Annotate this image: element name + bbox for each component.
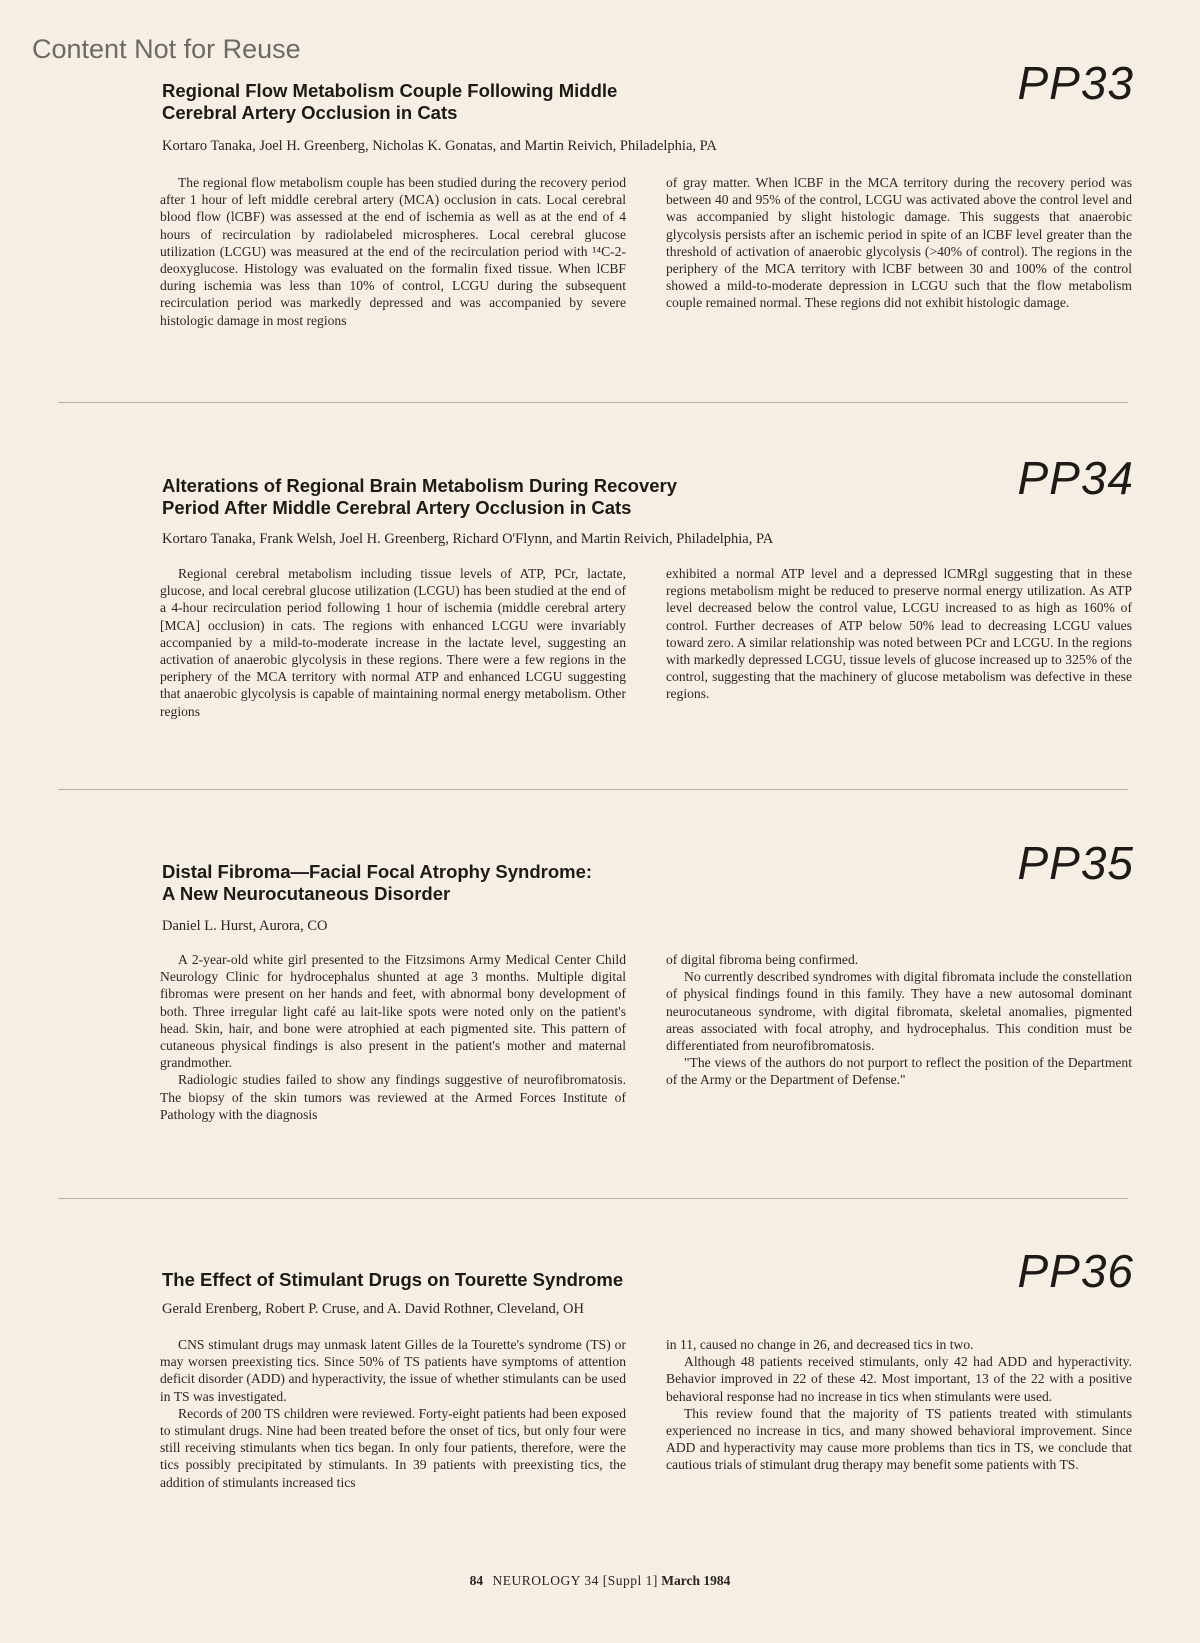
abstract-title (162, 1269, 942, 1291)
watermark: Content Not for Reuse (32, 34, 301, 64)
paragraph: This review found that the majority of TS patients treated with stimulants experienced no increase in tics, and many showed behavioral improvement. Since ADD and hyperactivity may cause more problems than tics in TS, we conclude that cautious trials of stimulant drug therapy may benefit some patients with TS. (666, 1405, 1132, 1473)
abstract-authors: Kortaro Tanaka, Joel H. Greenberg, Nicholas K. Gonatas, and Martin Reivich, Philadelphia, PA (162, 138, 717, 154)
abstract-body-right (666, 951, 1132, 1089)
paragraph: A 2-year-old white girl presented to the Fitzsimons Army Medical Center Child Neurology Clinic for hydrocephalus shunted at age 3 months. Multiple digital fibromas were present on her hands and feet, with abnormal bony development of both. Three irregular light café au lait-like spots were noted only on the patient's head. Skin, hair, and bone were atrophied at each pigmented site. This pattern of cutaneous physical findings is also present in the patient's mother and maternal grandmother. (160, 952, 626, 1071)
title-line: Cerebral Artery Occlusion in Cats (162, 102, 458, 123)
paragraph: of digital fibroma being confirmed. (666, 952, 859, 967)
journal-name: NEUROLOGY 34 [Suppl 1] (492, 1573, 658, 1588)
paragraph: exhibited a normal ATP level and a depressed lCMRgl suggesting that in these regions metabolism might be reduced to preserve normal energy utilization. As ATP level decreased below the control value, LCGU increased to as high as 160% of control. Further decreases of ATP below 50% lead to decreasing LCGU values toward zero. A similar relationship was noted between PCr and LCGU. In the regions with markedly depressed LCGU, tissue levels of glucose increased up to 325% of the control, suggesting that the machinery of glucose metabolism was defective in these regions. (666, 566, 1132, 702)
abstract-authors: Gerald Erenberg, Robert P. Cruse, and A. David Rothner, Cleveland, OH (162, 1301, 584, 1317)
section-divider (58, 402, 1128, 403)
section-divider (58, 789, 1128, 790)
abstract-code: PP34 (1017, 452, 1134, 504)
abstract-body-left (160, 1336, 626, 1491)
abstract-body-left (160, 565, 626, 720)
paragraph: Regional cerebral metabolism including tissue levels of ATP, PCr, lactate, glucose, and local cerebral glucose utilization (LCGU) has been studied at the end of a 4-hour recirculation period following 1 hour of ischemia (middle cerebral artery [MCA] occlusion) in cats. The regions with enhanced LCGU were invariably accompanied by a mild-to-moderate increase in the lactate level, suggesting an activation of anaerobic glycolysis in these regions. There were a few regions in the periphery of the MCA territory with normal ATP and enhanced LCGU suggesting that anaerobic glycolysis is capable of maintaining normal energy metabolism. Other regions (160, 566, 626, 719)
title-line: The Effect of Stimulant Drugs on Tourette Syndrome (162, 1269, 624, 1290)
issue-date: March 1984 (661, 1573, 731, 1588)
title-line: Period After Middle Cerebral Artery Occlusion in Cats (162, 497, 632, 518)
paragraph: Records of 200 TS children were reviewed. Forty-eight patients had been exposed to stimulant drugs. Nine had been treated before the onset of tics, but only four were still receiving stimulants when tics began. In only four patients, therefore, were the tics possibly precipitated by stimulants. In 39 patients with preexisting tics, the addition of stimulants increased tics (160, 1405, 626, 1490)
page-footer (0, 1573, 1200, 1589)
abstract-body-right (666, 565, 1132, 703)
paragraph: "The views of the authors do not purport to reflect the position of the Department of the Army or the Department of Defense." (666, 1055, 1132, 1088)
title-line: Alterations of Regional Brain Metabolism During Recovery (162, 475, 678, 496)
abstract-code: PP33 (1017, 57, 1134, 109)
paragraph: No currently described syndromes with digital fibromata include the constellation of physical findings found in this family. They have a new autosomal dominant neurocutaneous syndrome, with digital fibromata, skeletal anomalies, pigmented areas associated with focal atrophy, and hydrocephalus. This condition must be differentiated from neurofibromatosis. (666, 969, 1132, 1054)
abstract-body-right (666, 174, 1132, 312)
title-line: Distal Fibroma—Facial Focal Atrophy Syndrome: (162, 861, 593, 882)
abstract-body-left (160, 174, 626, 329)
abstract-code: PP35 (1017, 837, 1134, 889)
section-divider (58, 1198, 1128, 1199)
abstract-body-right (666, 1336, 1132, 1474)
title-line: Regional Flow Metabolism Couple Following Middle (162, 80, 618, 101)
abstract-title (162, 861, 942, 905)
abstract-body-left (160, 951, 626, 1123)
abstract-title (162, 475, 942, 519)
abstract-code: PP36 (1017, 1245, 1134, 1297)
paragraph: The regional flow metabolism couple has been studied during the recovery period after 1 hour of left middle cerebral artery (MCA) occlusion in cats. Local cerebral blood flow (lCBF) was assessed at the end of ischemia as well as at the end of 4 hours of recirculation by radiolabeled microspheres. Local cerebral glucose utilization (LCGU) was measured at the end of the recirculation period with ¹⁴C-2-deoxyglucose. Histology was evaluated on the formalin fixed tissue. When lCBF during ischemia was less than 10% of control, LCGU during the subsequent recirculation period was markedly depressed and was accompanied by severe histologic damage in most regions (160, 175, 626, 328)
paragraph: CNS stimulant drugs may unmask latent Gilles de la Tourette's syndrome (TS) or may worsen preexisting tics. Since 50% of TS patients have symptoms of attention deficit disorder (ADD) and hyperactivity, the issue of whether stimulants can be used in TS was investigated. (160, 1337, 626, 1404)
paragraph: of gray matter. When lCBF in the MCA territory during the recovery period was between 40 and 95% of the control, LCGU was activated above the control level and was accompanied by slight histologic damage. This suggests that anaerobic glycolysis persists after an ischemic period in spite of an lCBF level greater than the threshold of activation of anaerobic glycolysis (>40% of control). The regions in the periphery of the MCA territory with lCBF between 30 and 100% of the control showed a mild-to-moderate depression in LCGU such that the flow metabolism couple remained normal. These regions did not exhibit histologic damage. (666, 175, 1132, 311)
paragraph: in 11, caused no change in 26, and decreased tics in two. (666, 1337, 974, 1352)
abstract-authors: Daniel L. Hurst, Aurora, CO (162, 918, 328, 934)
abstract-authors: Kortaro Tanaka, Frank Welsh, Joel H. Greenberg, Richard O'Flynn, and Martin Reivich, Philadelphia, PA (162, 531, 774, 547)
paragraph: Radiologic studies failed to show any findings suggestive of neurofibromatosis. The biopsy of the skin tumors was reviewed at the Armed Forces Institute of Pathology with the diagnosis (160, 1072, 626, 1122)
page-number: 84 (469, 1573, 484, 1588)
abstract-title (162, 80, 942, 124)
title-line: A New Neurocutaneous Disorder (162, 883, 451, 904)
paragraph: Although 48 patients received stimulants, only 42 had ADD and hyperactivity. Behavior improved in 22 of these 42. Most important, 13 of the 22 with a positive behavioral response had no increase in tics when stimulants were used. (666, 1354, 1132, 1404)
